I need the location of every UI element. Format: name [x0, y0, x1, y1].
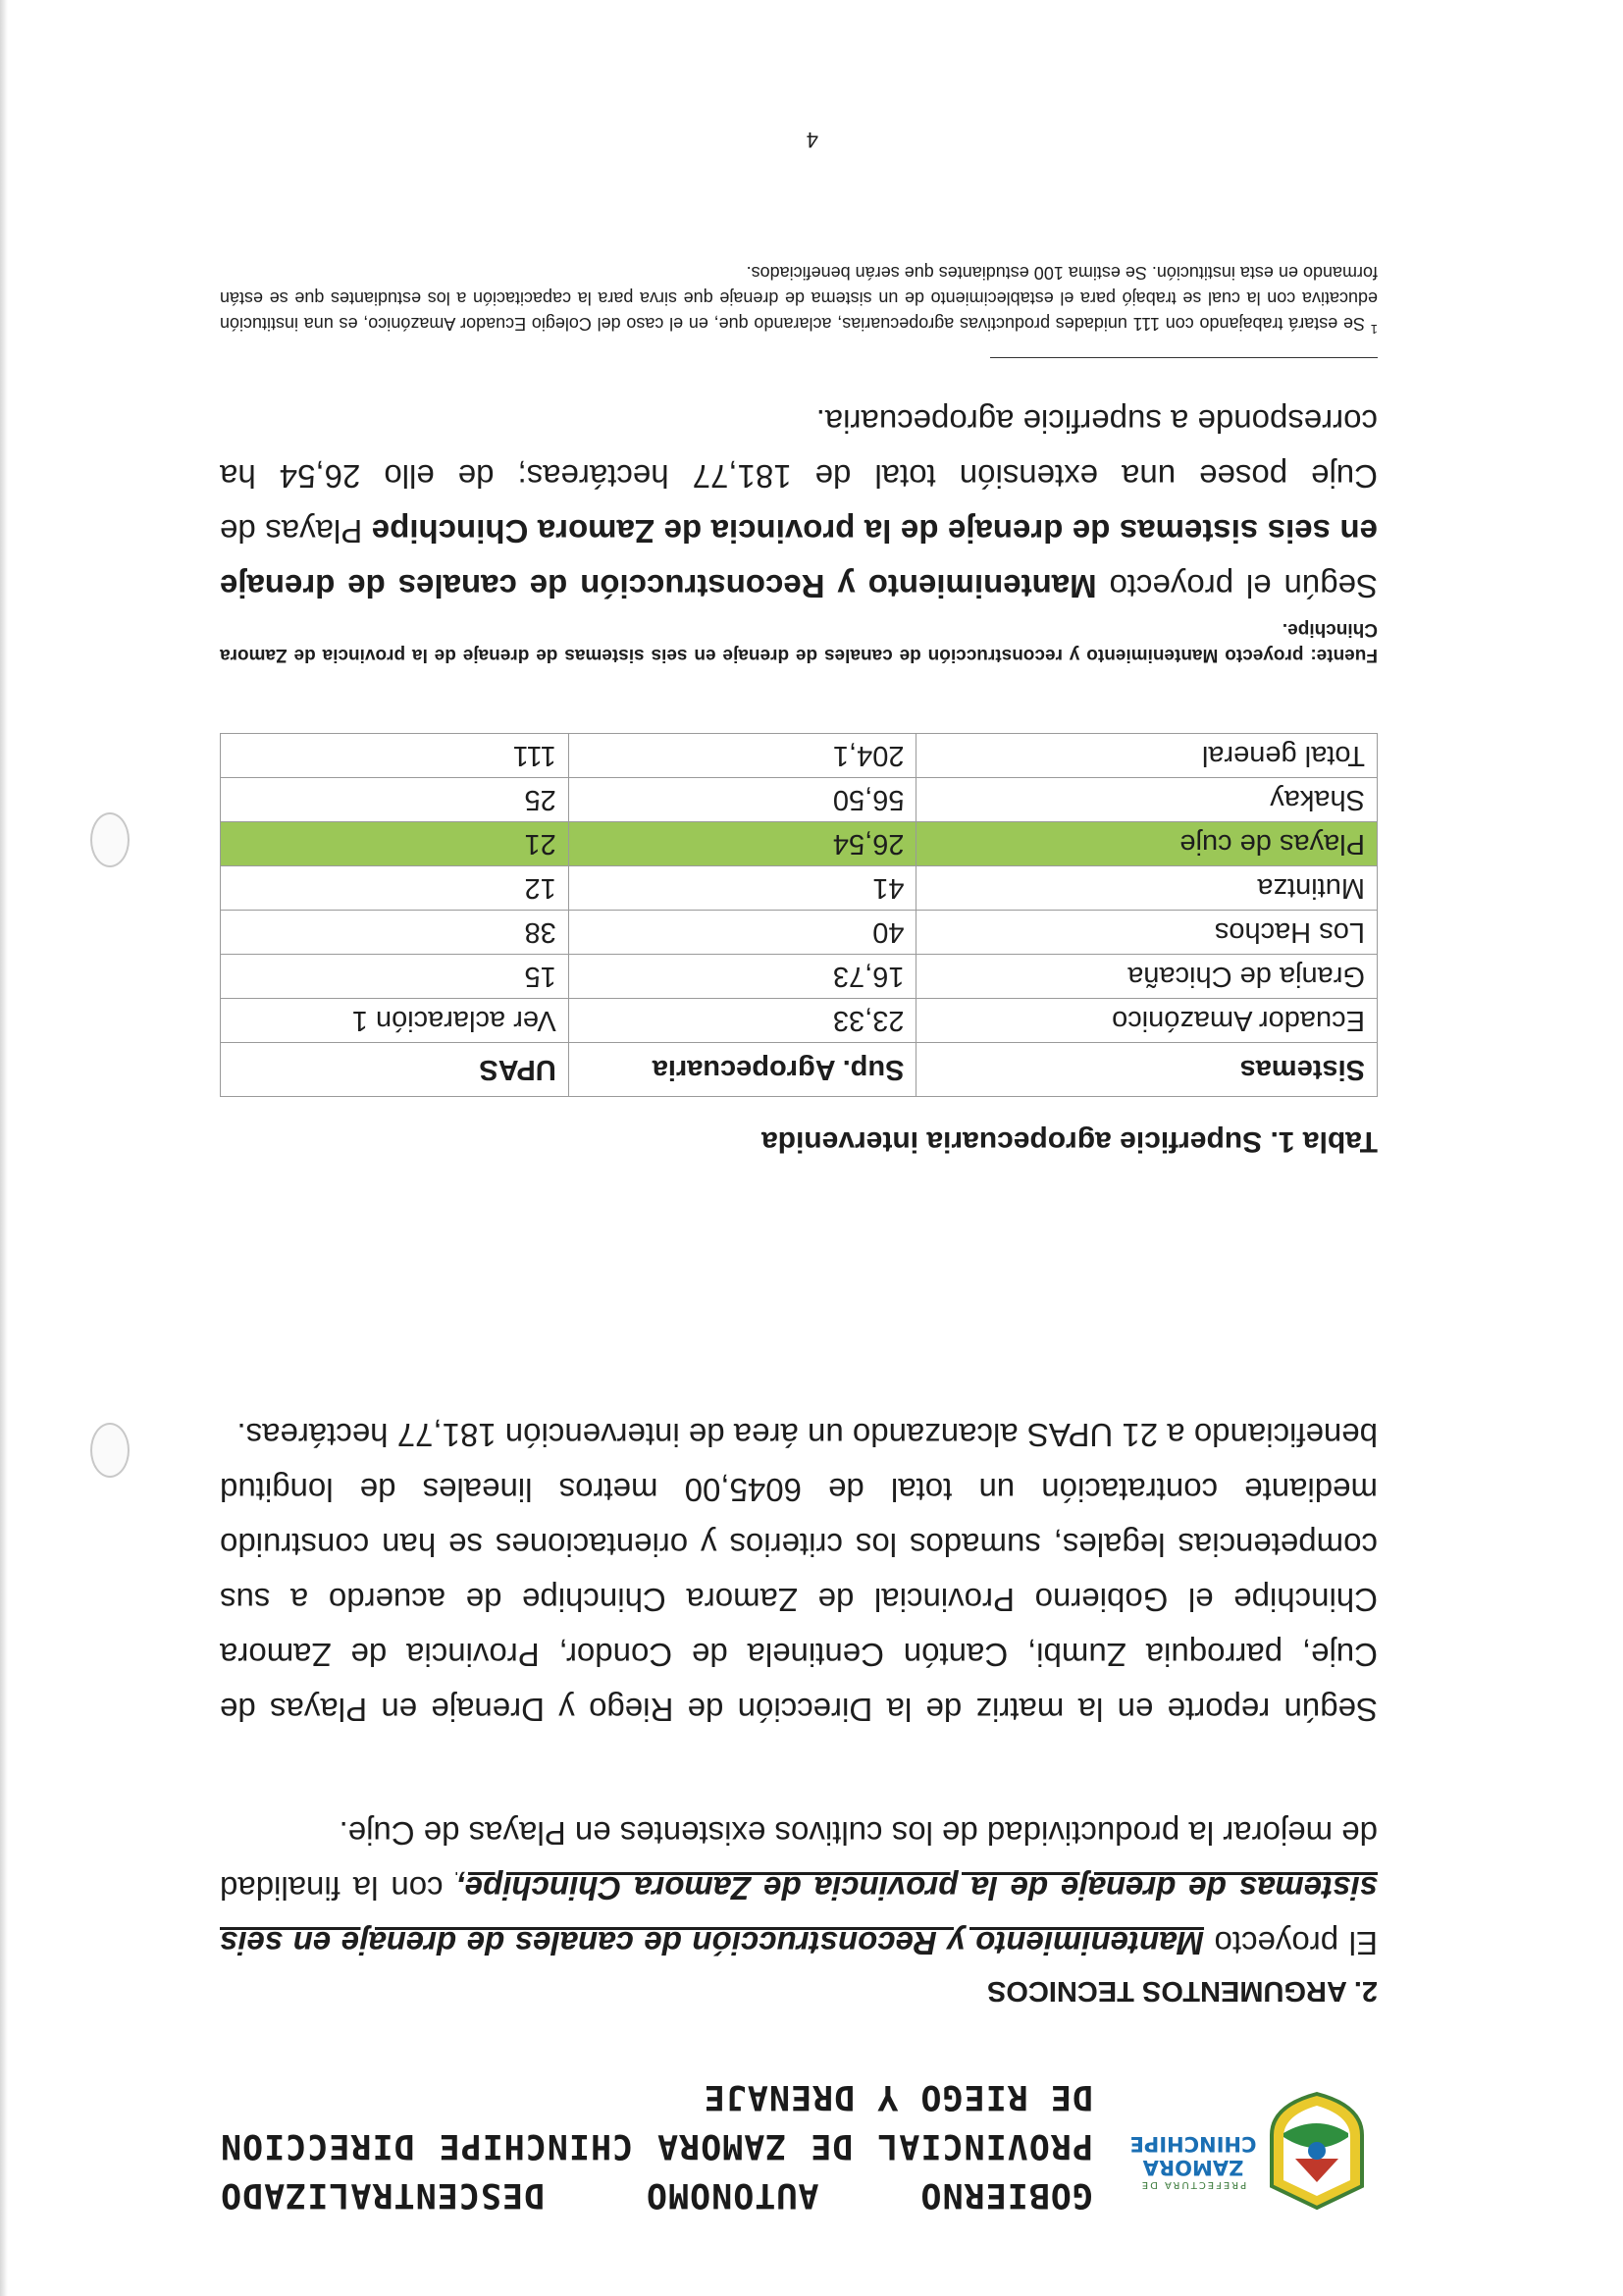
paragraph-extension	[220, 393, 1378, 613]
cell-sistema: Ecuador Amazónico	[916, 999, 1378, 1043]
footnote-divider	[990, 357, 1378, 358]
cell-sup: 41	[568, 866, 916, 911]
table-row	[221, 866, 1378, 911]
cell-upas: Ver aclaración 1	[221, 999, 569, 1043]
table-source: Fuente: proyecto Mantenimiento y reconstrucción de canales de drenaje en seis sistemas de drenaje de la provincia de Zamora Chinchipe.	[220, 619, 1378, 665]
table-row	[221, 778, 1378, 822]
header-sistemas: Sistemas	[916, 1043, 1378, 1097]
paragraph-project-end: con la finalidad de mejorar la productividad de los cultivos existentes en Playas de Cuje.	[220, 1815, 1378, 1906]
paragraph-extension-start: Según el proyecto	[1096, 568, 1378, 604]
table-header-row	[221, 1043, 1378, 1097]
cell-sup: 40	[568, 911, 916, 955]
paragraph-project	[220, 1805, 1378, 1970]
logo-small-text: PREFECTURA DE	[1139, 2179, 1247, 2190]
paragraph-report: Según reporte en la matriz de la Dirección de Riego y Drenaje en Playas de Cuje, parroquia Zumbi, Cantón Centinela de Condor, Provincia de Zamora Chinchipe el Gobierno Provincial de Zamora Chinchipe de acuerdo a sus competencias legales, sumados los criterios y orientaciones se han construido mediante contratación un total de 6045,00 metros lineales de longitud beneficiando a 21 UPAS alcanzando un área de intervención 181,77 hectáreas.	[220, 1417, 1378, 1728]
project-name-emphasis: Mantenimiento y Reconstrucción de canales de drenaje en seis sistemas de drenaje de la provincia de Zamora Chinchipe,	[220, 1870, 1378, 1961]
cell-sistema: Granja de Chicaña	[916, 955, 1378, 999]
table-row-highlighted	[221, 822, 1378, 866]
page-number: 4	[806, 128, 818, 152]
cell-sup: 16,73	[568, 955, 916, 999]
cell-sup: 23,33	[568, 999, 916, 1043]
cell-upas: 38	[221, 911, 569, 955]
logo-chinchipe-text: CHINCHIPE	[1129, 2132, 1257, 2156]
cell-sup: 56,50	[568, 778, 916, 822]
footnote-text: Se estará trabajando con 111 unidades productivas agropecuarias, aclarando que, en el caso del Colegio Ecuador Amazónico, es una institución educativa con la cual se trabajó para el establecimiento de un sistema de drenaje que sirva para la capacitación a los estudiantes que se están formando en esta institución. Se estima 100 estudiantes que serán beneficiados.	[220, 263, 1378, 334]
surface-table	[220, 733, 1378, 1097]
cell-upas: 21	[221, 822, 569, 866]
table-title: Tabla 1. Superficie agropecuaria intervenida	[761, 1125, 1378, 1158]
cell-upas: 15	[221, 955, 569, 999]
cell-upas: 111	[221, 734, 569, 778]
cell-sup: 204,1	[568, 734, 916, 778]
prefecture-logo-icon	[1255, 2088, 1378, 2216]
table-row	[221, 955, 1378, 999]
logo-zamora-text: ZAMORA	[1142, 2156, 1244, 2179]
paragraph-extension-end: Playas de Cuje posee una extensión total de 181,77 hectáreas; de ello 26,54 ha corresponde a superficie agropecuaria.	[220, 403, 1378, 549]
header-sup-agropecuaria: Sup. Agropecuaria	[568, 1043, 916, 1097]
cell-sistema: Los Hachos	[916, 911, 1378, 955]
footnote	[220, 260, 1378, 341]
cell-sistema: Playas de cuje	[916, 822, 1378, 866]
paragraph-project-start: El proyecto	[1204, 1925, 1378, 1961]
letterhead	[220, 2061, 1378, 2227]
section-heading: 2. ARGUMENTOS TECNICOS	[987, 1975, 1378, 2007]
table-row	[221, 999, 1378, 1043]
cell-upas: 25	[221, 778, 569, 822]
logo-text	[1125, 2132, 1262, 2190]
cell-sistema: Mutintza	[916, 866, 1378, 911]
cell-upas: 12	[221, 866, 569, 911]
footnote-marker: 1	[1370, 322, 1378, 337]
header-upas: UPAS	[221, 1043, 569, 1097]
project-name-bold: Mantenimiento y Reconstrucción de canales de drenaje en seis sistemas de drenaje de la provincia de Zamora Chinchipe	[219, 513, 1378, 604]
institution-name: GOBIERNO AUTONOMO DESCENTRALIZADO PROVINCIAL DE ZAMORA CHINCHIPE DIRECCION DE RIEGO Y DRENAJE	[220, 2077, 1093, 2215]
cell-sup: 26,54	[568, 822, 916, 866]
cell-sistema: Shakay	[916, 778, 1378, 822]
cell-sistema: Total general	[916, 734, 1378, 778]
table-row	[221, 911, 1378, 955]
table-row-total	[221, 734, 1378, 778]
